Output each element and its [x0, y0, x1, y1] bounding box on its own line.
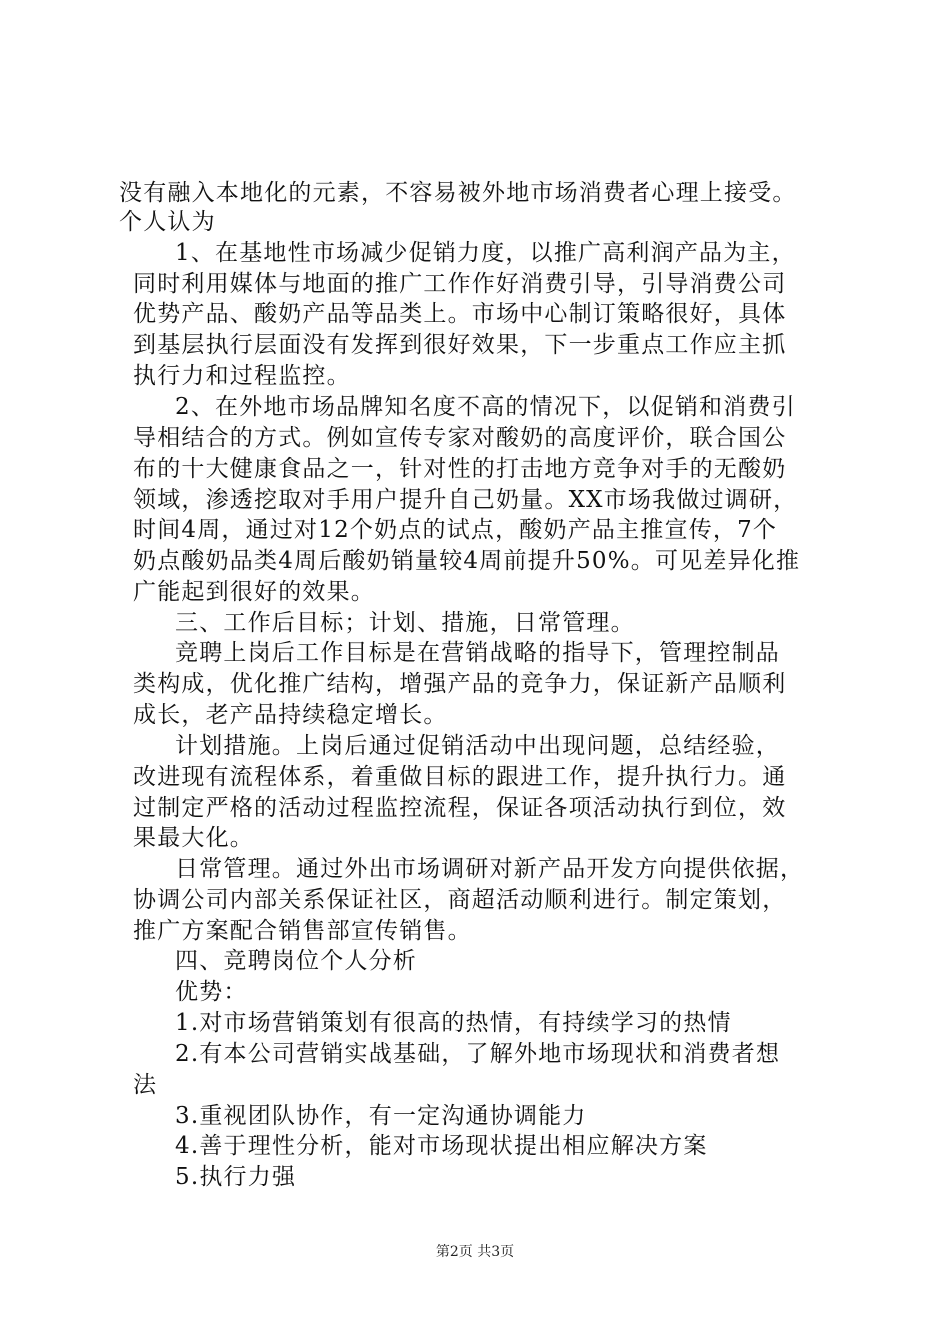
list-item: 3.重视团队协作，有一定沟通协调能力: [175, 1103, 587, 1129]
page-number-footer: 第2页 共3页: [435, 1244, 515, 1260]
text-line: 没有融入本地化的元素，不容易被外地市场消费者心理上接受。: [119, 180, 797, 206]
section-heading: 三、工作后目标；计划、措施，日常管理。: [175, 610, 635, 636]
text-line: 2、在外地市场品牌知名度不高的情况下，以促销和消费引: [175, 394, 796, 420]
text-line: 到基层执行层面没有发挥到很好效果，下一步重点工作应主抓: [133, 332, 787, 358]
list-item: 5.执行力强: [175, 1164, 297, 1190]
text-line: 果最大化。: [133, 825, 254, 851]
text-line: 导相结合的方式。例如宣传专家对酸奶的高度评价，联合国公: [133, 425, 787, 451]
text-line: 布的十大健康食品之一，针对性的打击地方竞争对手的无酸奶: [133, 456, 787, 482]
text-line: 1、在基地性市场减少促销力度，以推广高利润产品为主，: [175, 240, 796, 266]
list-item: 2.有本公司营销实战基础，了解外地市场现状和消费者想: [175, 1041, 781, 1067]
text-line: 过制定严格的活动过程监控流程，保证各项活动执行到位，效: [133, 795, 787, 821]
text-line: 领域，渗透挖取对手用户提升自己奶量。XX市场我做过调研，: [133, 487, 798, 513]
text-line: 改进现有流程体系，着重做目标的跟进工作，提升执行力。通: [133, 764, 787, 790]
text-line: 推广方案配合销售部宣传销售。: [133, 918, 472, 944]
text-line: 广能起到很好的效果。: [133, 579, 375, 605]
text-line: 优势产品、酸奶产品等品类上。市场中心制订策略很好，具体: [133, 301, 787, 327]
text-line: 优势：: [175, 979, 248, 1005]
text-line: 执行力和过程监控。: [133, 363, 351, 389]
section-heading: 四、竞聘岗位个人分析: [175, 948, 417, 974]
text-line: 时间4周，通过对12个奶点的试点，酸奶产品主推宣传，7个: [133, 517, 778, 543]
text-line: 奶点酸奶品类4周后酸奶销量较4周前提升50%。可见差异化推: [133, 548, 801, 574]
text-line: 日常管理。通过外出市场调研对新产品开发方向提供依据，: [175, 856, 805, 882]
list-item: 4.善于理性分析，能对市场现状提出相应解决方案: [175, 1133, 708, 1159]
text-line: 类构成，优化推广结构，增强产品的竞争力，保证新产品顺利: [133, 671, 787, 697]
list-item: 1.对市场营销策划有很高的热情，有持续学习的热情: [175, 1010, 732, 1036]
text-line: 竞聘上岗后工作目标是在营销战略的指导下，管理控制品: [175, 640, 780, 666]
text-line: 法: [133, 1072, 158, 1098]
text-line: 同时利用媒体与地面的推广工作作好消费引导，引导消费公司: [133, 271, 787, 297]
text-line: 个人认为: [119, 209, 216, 235]
text-line: 协调公司内部关系保证社区，商超活动顺利进行。制定策划，: [133, 887, 787, 913]
text-line: 成长，老产品持续稳定增长。: [133, 702, 448, 728]
text-line: 计划措施。上岗后通过促销活动中出现问题，总结经验，: [175, 733, 780, 759]
